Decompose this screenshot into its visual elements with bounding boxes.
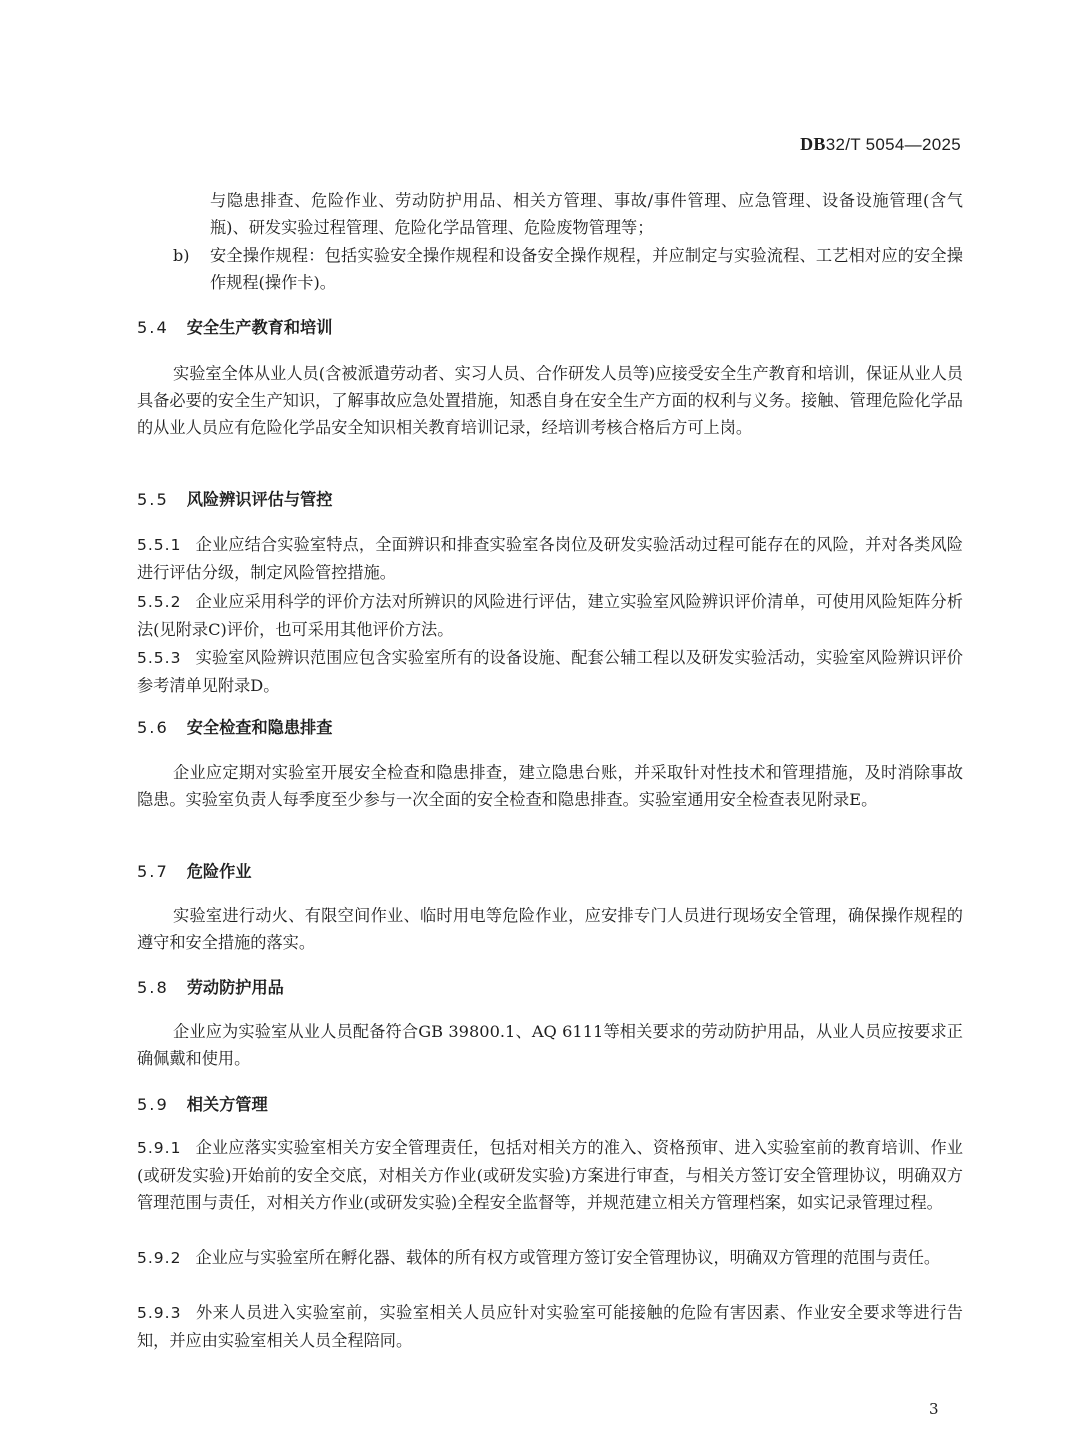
section-heading-5-7: 5.7 危险作业 xyxy=(137,862,252,881)
list-item-b-text: 安全操作规程：包括实验安全操作规程和设备安全操作规程，并应制定与实验流程、工艺相对应的安全操作规程(操作卡)。 xyxy=(210,246,963,292)
section-heading-5-5: 5.5 风险辨识评估与管控 xyxy=(137,490,333,509)
clause-5-5-3: 5.5.3 实验室风险辨识范围应包含实验室所有的设备设施、配套公辅工程以及研发实验活动，实验室风险辨识评价参考清单见附录D。 xyxy=(137,648,963,695)
section-heading-5-8: 5.8 劳动防护用品 xyxy=(137,978,284,997)
clause-5-5-2: 5.5.2 企业应采用科学的评价方法对所辨识的风险进行评估，建立实验室风险辨识评价清单，可使用风险矩阵分析法(见附录C)评价，也可采用其他评价方法。 xyxy=(137,592,963,639)
clause-5-9-2: 5.9.2 企业应与实验室所在孵化器、载体的所有权方或管理方签订安全管理协议，明确双方管理的范围与责任。 xyxy=(137,1248,941,1267)
list-marker-b: b) xyxy=(173,246,190,265)
page-number: 3 xyxy=(929,1400,939,1418)
standard-code: DB32/T 5054—2025 xyxy=(800,134,961,154)
section-heading-5-6: 5.6 安全检查和隐患排查 xyxy=(137,718,333,737)
clause-5-9-3: 5.9.3 外来人员进入实验室前，实验室相关人员应针对实验室可能接触的危险有害因素、作业安全要求等进行告知，并应由实验室相关人员全程陪同。 xyxy=(137,1303,963,1350)
section-body-5-7: 实验室进行动火、有限空间作业、临时用电等危险作业，应安排专门人员进行现场安全管理，确保操作规程的遵守和安全措施的落实。 xyxy=(137,906,963,952)
section-body-5-6: 企业应定期对实验室开展安全检查和隐患排查，建立隐患台账，并采取针对性技术和管理措施，及时消除事故隐患。实验室负责人每季度至少参与一次全面的安全检查和隐患排查。实验室通用安全检查表见附录E。 xyxy=(137,763,963,809)
clause-5-9-1: 5.9.1 企业应落实实验室相关方安全管理责任，包括对相关方的准入、资格预审、进入实验室前的教育培训、作业(或研发实验)开始前的安全交底，对相关方作业(或研发实验)方案进行审查，与相关方签订安全管理协议，明确双方管理范围与责任，对相关方作业(或研发实验)全程安全监督等，并规范建立相关方管理档案，如实记录管理过程。 xyxy=(137,1138,963,1212)
list-item-a-continuation: 与隐患排查、危险作业、劳动防护用品、相关方管理、事故/事件管理、应急管理、设备设施管理(含气瓶)、研发实验过程管理、危险化学品管理、危险废物管理等； xyxy=(210,191,963,237)
section-heading-5-9: 5.9 相关方管理 xyxy=(137,1095,268,1114)
section-body-5-8: 企业应为实验室从业人员配备符合GB 39800.1、AQ 6111等相关要求的劳动防护用品，从业人员应按要求正确佩戴和使用。 xyxy=(137,1022,963,1068)
clause-5-5-1: 5.5.1 企业应结合实验室特点，全面辨识和排查实验室各岗位及研发实验活动过程可能存在的风险，并对各类风险进行评估分级，制定风险管控措施。 xyxy=(137,535,963,582)
section-heading-5-4: 5.4 安全生产教育和培训 xyxy=(137,318,333,337)
section-body-5-4: 实验室全体从业人员(含被派遣劳动者、实习人员、合作研发人员等)应接受安全生产教育和培训，保证从业人员具备必要的安全生产知识，了解事故应急处置措施，知悉自身在安全生产方面的权利与义务。接触、管理危险化学品的从业人员应有危险化学品安全知识相关教育培训记录，经培训考核合格后方可上岗。 xyxy=(137,364,963,437)
